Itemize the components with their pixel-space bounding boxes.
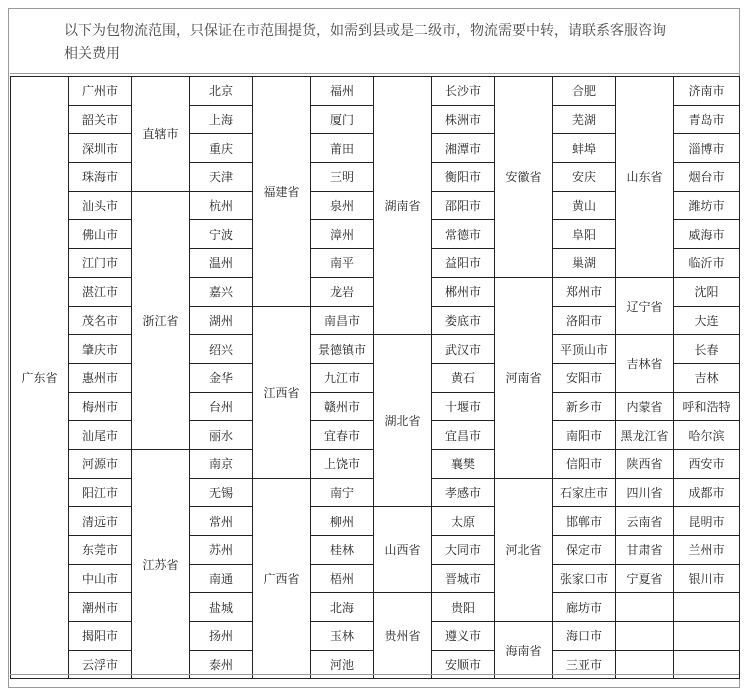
province-cell: 甘肃省 xyxy=(616,536,674,565)
city-cell: 天津 xyxy=(190,163,253,192)
city-cell: 晋城市 xyxy=(432,564,495,593)
province-cell: 浙江省 xyxy=(132,191,190,449)
city-cell: 茂名市 xyxy=(69,306,132,335)
province-cell: 内蒙省 xyxy=(616,392,674,421)
province-cell: 河南省 xyxy=(495,277,553,478)
city-cell: 丽水 xyxy=(190,421,253,450)
province-cell: 黑龙江省 xyxy=(616,421,674,450)
city-cell: 株洲市 xyxy=(432,105,495,134)
city-cell: 三明 xyxy=(311,163,374,192)
city-cell: 揭阳市 xyxy=(69,622,132,651)
table-row xyxy=(11,335,740,364)
province-cell: 陕西省 xyxy=(616,449,674,478)
city-cell: 安顺市 xyxy=(432,650,495,679)
city-cell: 河池 xyxy=(311,650,374,679)
province-cell: 广西省 xyxy=(253,478,311,679)
city-cell xyxy=(674,622,740,651)
city-cell: 西安市 xyxy=(674,449,740,478)
city-cell: 重庆 xyxy=(190,134,253,163)
city-cell: 温州 xyxy=(190,249,253,278)
city-cell: 张家口市 xyxy=(553,564,616,593)
notice-line-2: 相关费用 xyxy=(64,46,120,62)
city-cell: 台州 xyxy=(190,392,253,421)
city-cell: 邯郸市 xyxy=(553,507,616,536)
city-cell: 龙岩 xyxy=(311,277,374,306)
city-cell: 黄石 xyxy=(432,363,495,392)
city-cell: 梅州市 xyxy=(69,392,132,421)
city-cell: 绍兴 xyxy=(190,335,253,364)
city-cell: 合肥 xyxy=(553,77,616,106)
city-cell: 柳州 xyxy=(311,507,374,536)
city-cell: 贵阳 xyxy=(432,593,495,622)
city-cell: 安阳市 xyxy=(553,363,616,392)
province-cell: 江苏省 xyxy=(132,449,190,679)
province-cell: 山西省 xyxy=(374,507,432,593)
city-cell: 烟台市 xyxy=(674,163,740,192)
city-cell: 江门市 xyxy=(69,249,132,278)
city-cell: 惠州市 xyxy=(69,363,132,392)
city-cell: 厦门 xyxy=(311,105,374,134)
city-cell: 上饶市 xyxy=(311,449,374,478)
city-cell: 安庆 xyxy=(553,163,616,192)
city-cell: 泉州 xyxy=(311,191,374,220)
city-cell: 北京 xyxy=(190,77,253,106)
city-cell: 中山市 xyxy=(69,564,132,593)
province-cell: 海南省 xyxy=(495,622,553,679)
logistics-coverage-table xyxy=(10,76,740,679)
city-cell: 湖州 xyxy=(190,306,253,335)
city-cell: 东莞市 xyxy=(69,536,132,565)
city-cell: 长沙市 xyxy=(432,77,495,106)
city-cell: 漳州 xyxy=(311,220,374,249)
city-cell: 南平 xyxy=(311,249,374,278)
province-cell: 云南省 xyxy=(616,507,674,536)
city-cell: 巢湖 xyxy=(553,249,616,278)
province-cell xyxy=(616,622,674,651)
city-cell: 阳江市 xyxy=(69,478,132,507)
bottom-rule xyxy=(10,674,739,675)
city-cell: 娄底市 xyxy=(432,306,495,335)
city-cell: 盐城 xyxy=(190,593,253,622)
city-cell: 襄樊 xyxy=(432,449,495,478)
city-cell: 蚌埠 xyxy=(553,134,616,163)
city-cell: 潮州市 xyxy=(69,593,132,622)
province-cell: 湖南省 xyxy=(374,77,432,335)
city-cell: 孝感市 xyxy=(432,478,495,507)
city-cell: 湘潭市 xyxy=(432,134,495,163)
city-cell: 南阳市 xyxy=(553,421,616,450)
city-cell: 黄山 xyxy=(553,191,616,220)
city-cell: 保定市 xyxy=(553,536,616,565)
table-row xyxy=(11,593,740,622)
city-cell: 九江市 xyxy=(311,363,374,392)
city-cell: 信阳市 xyxy=(553,449,616,478)
province-cell: 山东省 xyxy=(616,77,674,278)
city-cell: 长春 xyxy=(674,335,740,364)
city-cell: 益阳市 xyxy=(432,249,495,278)
city-cell: 十堰市 xyxy=(432,392,495,421)
city-cell: 扬州 xyxy=(190,622,253,651)
city-cell: 赣州市 xyxy=(311,392,374,421)
city-cell: 衡阳市 xyxy=(432,163,495,192)
city-cell: 云浮市 xyxy=(69,650,132,679)
notice-line-1: 以下为包物流范围，只保证在市范围提货，如需到县或是二级市，物流需要中转，请联系客服咨询 xyxy=(64,23,666,39)
city-cell: 汕头市 xyxy=(69,191,132,220)
city-cell: 银川市 xyxy=(674,564,740,593)
city-cell: 威海市 xyxy=(674,220,740,249)
city-cell: 邵阳市 xyxy=(432,191,495,220)
city-cell: 泰州 xyxy=(190,650,253,679)
city-cell: 淄博市 xyxy=(674,134,740,163)
city-cell: 嘉兴 xyxy=(190,277,253,306)
city-cell: 阜阳 xyxy=(553,220,616,249)
city-cell: 郴州市 xyxy=(432,277,495,306)
city-cell: 深圳市 xyxy=(69,134,132,163)
city-cell: 哈尔滨 xyxy=(674,421,740,450)
city-cell: 海口市 xyxy=(553,622,616,651)
city-cell: 临沂市 xyxy=(674,249,740,278)
city-cell: 沈阳 xyxy=(674,277,740,306)
city-cell: 常德市 xyxy=(432,220,495,249)
city-cell: 福州 xyxy=(311,77,374,106)
province-cell: 直辖市 xyxy=(132,77,190,192)
city-cell: 成都市 xyxy=(674,478,740,507)
city-cell: 芜湖 xyxy=(553,105,616,134)
city-cell: 武汉市 xyxy=(432,335,495,364)
city-cell: 上海 xyxy=(190,105,253,134)
city-cell: 宁波 xyxy=(190,220,253,249)
city-cell: 韶关市 xyxy=(69,105,132,134)
city-cell: 桂林 xyxy=(311,536,374,565)
province-cell: 辽宁省 xyxy=(616,277,674,334)
city-cell: 金华 xyxy=(190,363,253,392)
city-cell: 湛江市 xyxy=(69,277,132,306)
city-cell: 常州 xyxy=(190,507,253,536)
city-cell: 北海 xyxy=(311,593,374,622)
province-cell: 宁夏省 xyxy=(616,564,674,593)
table-row xyxy=(11,507,740,536)
city-cell: 南宁 xyxy=(311,478,374,507)
city-cell: 潍坊市 xyxy=(674,191,740,220)
city-cell: 河源市 xyxy=(69,449,132,478)
city-cell: 兰州市 xyxy=(674,536,740,565)
province-cell: 安徽省 xyxy=(495,77,553,278)
city-cell: 太原 xyxy=(432,507,495,536)
city-cell: 郑州市 xyxy=(553,277,616,306)
city-cell: 莆田 xyxy=(311,134,374,163)
city-cell: 新乡市 xyxy=(553,392,616,421)
city-cell: 杭州 xyxy=(190,191,253,220)
city-cell: 汕尾市 xyxy=(69,421,132,450)
city-cell: 佛山市 xyxy=(69,220,132,249)
province-cell: 河北省 xyxy=(495,478,553,621)
province-cell: 吉林省 xyxy=(616,335,674,392)
province-cell: 湖北省 xyxy=(374,335,432,507)
city-cell: 珠海市 xyxy=(69,163,132,192)
city-cell: 宜昌市 xyxy=(432,421,495,450)
city-cell: 南京 xyxy=(190,449,253,478)
city-cell: 呼和浩特 xyxy=(674,392,740,421)
city-cell: 景德镇市 xyxy=(311,335,374,364)
city-cell: 三亚市 xyxy=(553,650,616,679)
province-cell: 江西省 xyxy=(253,306,311,478)
province-cell: 广东省 xyxy=(11,77,69,679)
city-cell: 无锡 xyxy=(190,478,253,507)
province-cell: 四川省 xyxy=(616,478,674,507)
city-cell xyxy=(674,593,740,622)
city-cell: 清远市 xyxy=(69,507,132,536)
province-cell: 贵州省 xyxy=(374,593,432,679)
city-cell: 广州市 xyxy=(69,77,132,106)
city-cell: 南通 xyxy=(190,564,253,593)
city-cell: 梧州 xyxy=(311,564,374,593)
notice-text xyxy=(10,8,740,74)
city-cell: 吉林 xyxy=(674,363,740,392)
city-cell: 苏州 xyxy=(190,536,253,565)
city-cell: 济南市 xyxy=(674,77,740,106)
province-cell: 福建省 xyxy=(253,77,311,307)
city-cell: 玉林 xyxy=(311,622,374,651)
city-cell: 南昌市 xyxy=(311,306,374,335)
city-cell: 大同市 xyxy=(432,536,495,565)
city-cell: 昆明市 xyxy=(674,507,740,536)
province-cell xyxy=(616,593,674,622)
city-cell: 青岛市 xyxy=(674,105,740,134)
city-cell: 廊坊市 xyxy=(553,593,616,622)
city-cell: 遵义市 xyxy=(432,622,495,651)
city-cell: 大连 xyxy=(674,306,740,335)
city-cell: 肇庆市 xyxy=(69,335,132,364)
city-cell: 石家庄市 xyxy=(553,478,616,507)
city-cell: 洛阳市 xyxy=(553,306,616,335)
city-cell: 平顶山市 xyxy=(553,335,616,364)
city-cell: 宜春市 xyxy=(311,421,374,450)
table-row xyxy=(11,77,740,106)
